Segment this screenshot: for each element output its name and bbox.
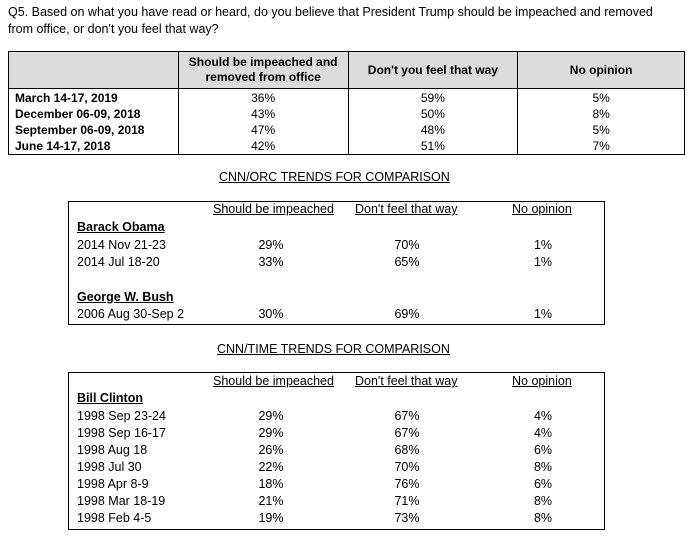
- list-item: [69, 425, 604, 442]
- cell-dont-feel: 70%: [394, 238, 420, 252]
- table-header-row: [9, 52, 685, 89]
- row-label: 1998 Feb 4-5: [77, 511, 152, 525]
- header-dont-feel: Don't you feel that way: [348, 52, 518, 89]
- table-row: [9, 122, 685, 138]
- table-row: [9, 138, 685, 155]
- list-item: [69, 306, 604, 323]
- group-name-row: [69, 390, 604, 407]
- cell-impeached: 33%: [258, 255, 284, 269]
- cell-dont-feel: 69%: [394, 307, 420, 321]
- row-label: 1998 Sep 23-24: [77, 409, 166, 423]
- list-item: [69, 254, 604, 271]
- cell-dont-feel: 65%: [394, 255, 420, 269]
- cell-no-opinion: 5%: [518, 89, 685, 107]
- row-label: March 14-17, 2019: [9, 89, 179, 107]
- cell-no-opinion: 8%: [518, 106, 685, 122]
- list-item: [69, 493, 604, 510]
- row-label: 1998 Sep 16-17: [77, 426, 166, 440]
- cell-dont-feel: 73%: [394, 511, 420, 525]
- cell-dont-feel: 67%: [394, 426, 420, 440]
- cell-impeached: 29%: [258, 409, 284, 423]
- row-label: 2006 Aug 30-Sep 2: [77, 307, 185, 321]
- list-item: [69, 442, 604, 459]
- cell-impeached: 26%: [258, 443, 284, 457]
- table-row: [9, 89, 685, 107]
- cell-impeached: 29%: [258, 426, 284, 440]
- list-item: [69, 510, 604, 527]
- cell-dont-feel: 70%: [394, 460, 420, 474]
- cell-dont-feel: 68%: [394, 443, 420, 457]
- cell-no-opinion: 8%: [533, 460, 553, 474]
- cell-impeached: 29%: [258, 238, 284, 252]
- trend1-header-no-opinion: No opinion: [512, 202, 572, 216]
- cell-dont-feel: 67%: [394, 409, 420, 423]
- cell-impeached: 43%: [178, 106, 348, 122]
- trend1-box: [68, 201, 605, 325]
- cell-impeached: 30%: [258, 307, 284, 321]
- cell-dont-feel: 50%: [348, 106, 518, 122]
- row-label: September 06-09, 2018: [9, 122, 179, 138]
- cell-no-opinion: 8%: [533, 511, 553, 525]
- trend2-header-dont-feel: Don't feel that way: [355, 374, 458, 388]
- trend1-header-dont-feel: Don't feel that way: [355, 202, 458, 216]
- cell-impeached: 19%: [258, 511, 284, 525]
- row-label: 2014 Nov 21-23: [77, 238, 166, 252]
- cell-dont-feel: 48%: [348, 122, 518, 138]
- cell-impeached: 36%: [178, 89, 348, 107]
- row-label: December 06-09, 2018: [9, 106, 179, 122]
- trend1-title: CNN/ORC TRENDS FOR COMPARISON: [219, 170, 450, 184]
- list-item: [69, 408, 604, 425]
- group-name-row: [69, 289, 604, 306]
- trend2-box: [68, 372, 605, 530]
- header-no-opinion: No opinion: [518, 52, 685, 89]
- cell-no-opinion: 5%: [518, 122, 685, 138]
- cell-no-opinion: 7%: [518, 138, 685, 155]
- header-blank: [9, 52, 179, 89]
- cell-no-opinion: 1%: [533, 255, 553, 269]
- row-label: June 14-17, 2018: [9, 138, 179, 155]
- cell-impeached: 42%: [178, 138, 348, 155]
- cell-impeached: 22%: [258, 460, 284, 474]
- list-item: [69, 459, 604, 476]
- list-item: [69, 237, 604, 254]
- cell-dont-feel: 51%: [348, 138, 518, 155]
- cell-no-opinion: 4%: [533, 409, 553, 423]
- main-results-table: [8, 51, 685, 155]
- trend2-header-no-opinion: No opinion: [512, 374, 572, 388]
- group-name: Barack Obama: [77, 220, 165, 234]
- row-label: 1998 Aug 18: [77, 443, 148, 457]
- row-label: 1998 Jul 30: [77, 460, 142, 474]
- group-name-row: [69, 219, 604, 236]
- row-label: 2014 Jul 18-20: [77, 255, 160, 269]
- group-name: George W. Bush: [77, 290, 174, 304]
- trend2-header-impeached: Should be impeached: [213, 374, 334, 388]
- trend1-header-impeached: Should be impeached: [213, 202, 334, 216]
- cell-no-opinion: 1%: [533, 238, 553, 252]
- question-text: Q5. Based on what you have read or heard, do you believe that President Trump should be impeached and removed from office, or don't you feel that way?: [8, 5, 653, 36]
- cell-impeached: 21%: [258, 494, 284, 508]
- cell-no-opinion: 1%: [533, 307, 553, 321]
- header-impeached: Should be impeached and removed from office: [178, 52, 348, 89]
- row-label: 1998 Mar 18-19: [77, 494, 166, 508]
- cell-impeached: 47%: [178, 122, 348, 138]
- list-item: [69, 476, 604, 493]
- cell-impeached: 18%: [258, 477, 284, 491]
- cell-no-opinion: 8%: [533, 494, 553, 508]
- cell-dont-feel: 59%: [348, 89, 518, 107]
- group-name: Bill Clinton: [77, 391, 143, 405]
- cell-no-opinion: 4%: [533, 426, 553, 440]
- row-label: 1998 Apr 8-9: [77, 477, 149, 491]
- table-row: [9, 106, 685, 122]
- cell-dont-feel: 76%: [394, 477, 420, 491]
- cell-no-opinion: 6%: [533, 443, 553, 457]
- cell-no-opinion: 6%: [533, 477, 553, 491]
- cell-dont-feel: 71%: [394, 494, 420, 508]
- trend2-title: CNN/TIME TRENDS FOR COMPARISON: [217, 342, 450, 356]
